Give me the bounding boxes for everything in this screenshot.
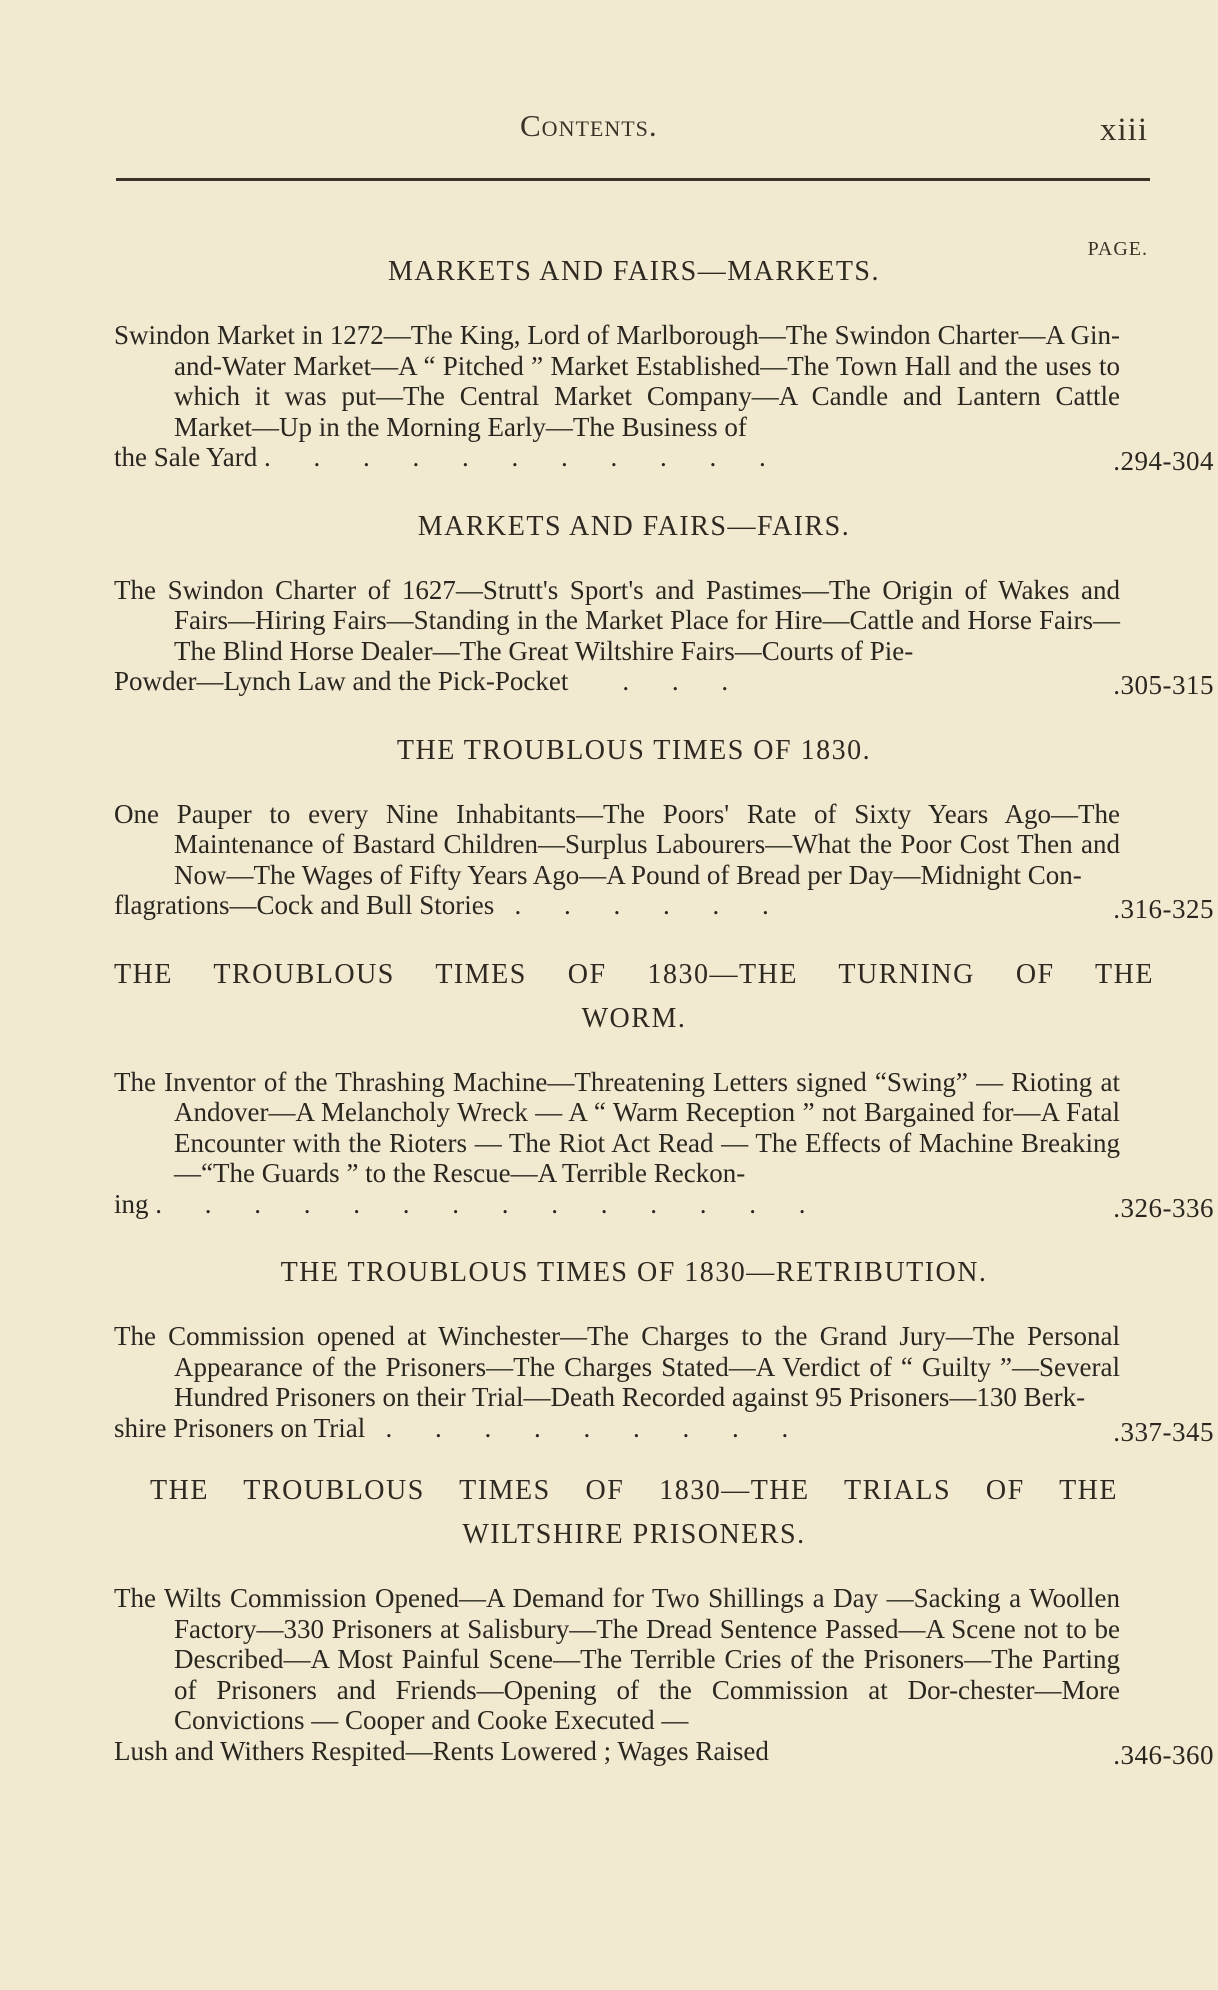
page-title: Contents. [520,108,658,143]
summary-last-line [114,666,1120,697]
section-title: MARKETS AND FAIRS—MARKETS. [388,256,880,287]
summary-text: Swindon Market in 1272—The King, Lord of Marlborough—The Swindon Charter—A Gin-and-Water Market—A “ Pitched ” Market Established—The Town Hall and the uses to which it was put—The Central Market Company—A Candle and Lantern Cattle Market—Up in the Morning Early—The Business of [114,320,1120,442]
page-number: xiii [1099,112,1148,148]
section-title: MARKETS AND FAIRS—FAIRS. [417,510,851,542]
section-summary [114,1066,1214,1223]
page-range: .346-360 [1113,1739,1214,1770]
section-summary [114,1583,1214,1770]
leader-dots: . . . . . . . . . . . . . . [155,1188,824,1219]
summary-text: The Swindon Charter of 1627—Strutt's Sport's and Pastimes—The Origin of Wakes and Fairs—Hiring Fairs—Standing in the Market Place for Hire—Cattle and Horse Fairs—The Blind Horse Dealer—The Great Wiltshire Fairs—Courts of Pie- [114,574,1120,666]
section-summary [114,798,1214,924]
contents-section [114,250,1214,476]
contents-section [114,505,1214,700]
page-range: .337-345 [1113,1416,1214,1447]
summary-text: The Inventor of the Thrashing Machine—Threatening Letters signed “Swing” — Rioting at Andover—A Melancholy Wreck — A “ Warm Reception ” not Bargained for—A Fatal Encounter with the Rioters — The Riot Act Read — The Effects of Machine Breaking—“The Guards ” to the Rescue—A Terrible Reckon- [114,1066,1120,1188]
leader-dots: . . . [622,666,747,696]
contents-section [114,953,1214,1223]
header-rule [116,178,1150,181]
summary-last-line [114,890,1120,921]
section-summary [114,320,1214,476]
page-range: .305-315 [1113,670,1214,700]
contents-section [114,1469,1214,1770]
summary-last-line [114,1188,1120,1220]
summary-last-text: ing [114,1188,149,1219]
summary-last-text: the Sale Yard [114,442,258,472]
leader-dots: . . . . . . . . . . . [264,442,784,472]
section-title: THE TROUBLOUS TIMES OF 1830—THE TURNING OF THE [114,958,1154,990]
summary-last-line [114,1735,1120,1767]
running-head [0,108,1218,158]
section-title-continued: WILTSHIRE PRISONERS. [462,1519,806,1550]
summary-last-text: flagrations—Cock and Bull Stories [114,890,495,920]
summary-last-line [114,442,1120,473]
page-range: .326-336 [1113,1192,1214,1223]
page-column-label: PAGE. [1087,238,1148,260]
summary-last-text: shire Prisoners on Trial [114,1412,366,1443]
summary-last-text: Powder—Lynch Law and the Pick-Pocket [114,666,569,696]
section-title-continued: WORM. [581,1002,687,1034]
leader-dots: . . . . . . [514,890,787,920]
page-range: .316-325 [1113,894,1214,924]
section-summary [114,1321,1214,1447]
section-title: THE TROUBLOUS TIMES OF 1830—RETRIBUTION. [280,1257,988,1288]
page-range: .294-304 [1113,446,1214,476]
contents-list [114,250,1214,1770]
summary-last-text: Lush and Withers Respited—Rents Lowered ; Wages Raised [114,1735,769,1766]
summary-text: One Pauper to every Nine Inhabitants—The Poors' Rate of Sixty Years Ago—The Maintenance of Bastard Children—Surplus Labourers—What the Poor Cost Then and Now—The Wages of Fifty Years Ago—A Pound of Bread per Day—Midnight Con- [114,798,1120,890]
summary-last-line [114,1412,1120,1444]
section-summary [114,574,1214,700]
contents-section [114,729,1214,924]
section-title: THE TROUBLOUS TIMES OF 1830—THE TRIALS OF THE [150,1475,1118,1506]
summary-text: The Wilts Commission Opened—A Demand for Two Shillings a Day —Sacking a Woollen Factory—330 Prisoners at Salisbury—The Dread Sentence Passed—A Scene not to be Described—A Most Painful Scene—The Terrible Cries of the Prisoners—The Parting of Prisoners and Friends—Opening of the Commission at Dor-chester—More Convictions — Cooper and Cooke Executed — [114,1583,1120,1735]
section-title: THE TROUBLOUS TIMES OF 1830. [396,734,872,766]
summary-text: The Commission opened at Winchester—The Charges to the Grand Jury—The Personal Appearance of the Prisoners—The Charges Stated—A Verdict of “ Guilty ”—Several Hundred Prisoners on their Trial—Death Recorded against 95 Prisoners—130 Berk- [114,1321,1120,1412]
leader-dots: . . . . . . . . . [385,1412,807,1443]
contents-section [114,1251,1214,1447]
